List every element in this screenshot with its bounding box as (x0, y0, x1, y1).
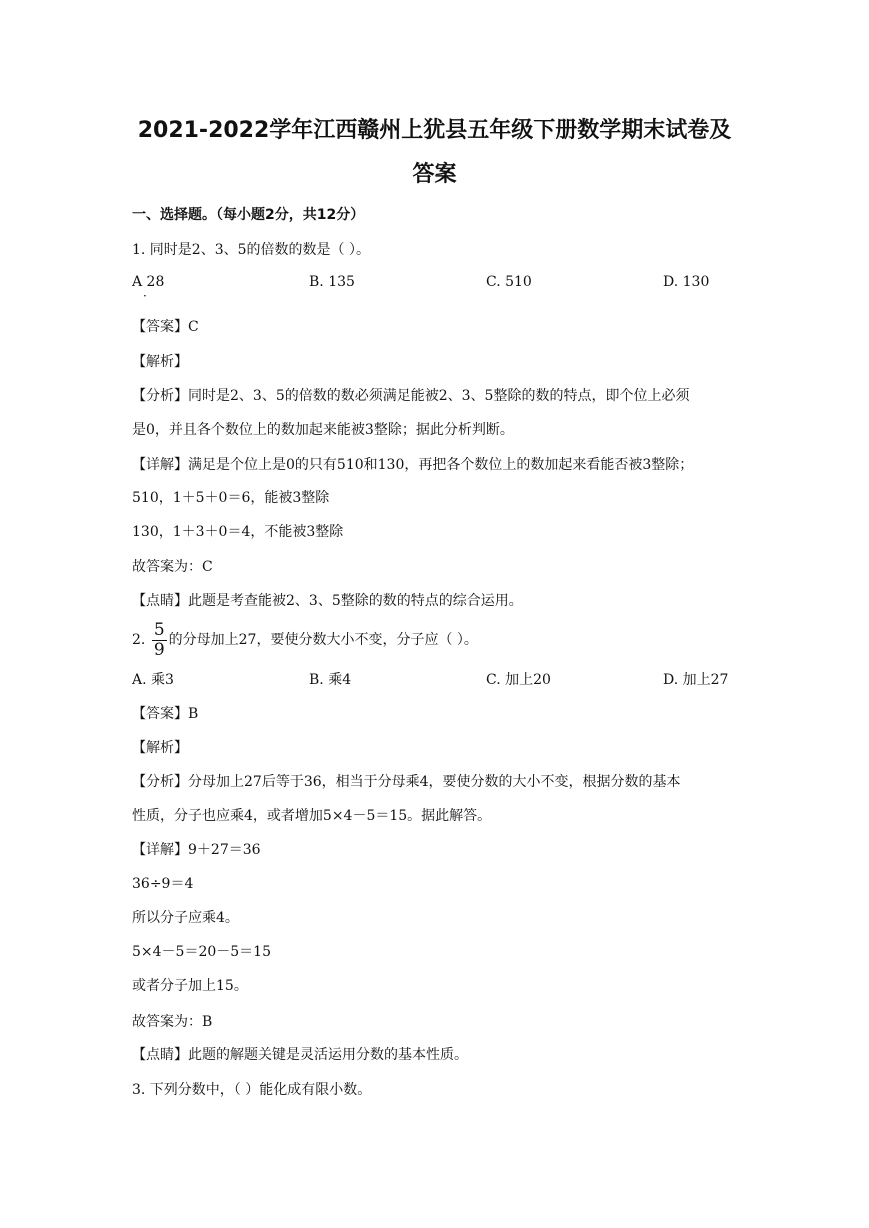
question-1-detail-line-3: 130，1＋3＋0＝4，不能被3整除 (132, 524, 344, 540)
question-1-analysis-line-2: 是0，并且各个数位上的数加起来能被3整除；据此分析判断。 (132, 422, 514, 438)
question-1-conclusion: 故答案为：C (132, 559, 213, 575)
question-2-analysis-line-1: 【分析】分母加上27后等于36，相当于分母乘4，要使分数的大小不变，根据分数的基本 (132, 774, 681, 790)
question-2-detail-line-4: 5×4－5＝20－5＝15 (132, 944, 271, 960)
question-2-option-d: D. 加上27 (663, 672, 729, 688)
fraction-numerator: 5 (153, 619, 165, 640)
question-2-detail-line-2: 36÷9＝4 (132, 876, 194, 892)
question-1-option-a: A 28 (132, 274, 165, 290)
question-1-option-b: B. 135 (309, 274, 355, 290)
question-2-answer: 【答案】B (132, 706, 199, 722)
question-2-number: 2. (132, 632, 146, 648)
section-heading: 一、选择题。（每小题2分，共12分） (132, 207, 365, 223)
question-2-detail-line-3: 所以分子应乘4。 (132, 910, 239, 926)
question-1-comment: 【点睛】此题是考查能被2、3、5整除的数的特点的综合运用。 (132, 593, 523, 609)
question-2-comment: 【点睛】此题的解题关键是灵活运用分数的基本性质。 (132, 1047, 468, 1063)
question-2-fraction (152, 621, 167, 660)
question-3-stem: 3. 下列分数中，（ ）能化成有限小数。 (132, 1082, 372, 1098)
question-1-answer: 【答案】C (132, 319, 199, 335)
fraction-denominator: 9 (153, 639, 165, 660)
question-2-conclusion: 故答案为：B (132, 1014, 213, 1030)
question-2-stem (132, 620, 478, 660)
question-2-detail-line-5: 或者分子加上15。 (132, 978, 248, 994)
question-2-option-c: C. 加上20 (486, 672, 551, 688)
document-title-line-2: 答案 (412, 162, 457, 187)
question-2-stem-text: 的分母加上27，要使分数大小不变，分子应（ ）。 (168, 632, 478, 648)
question-1-detail-line-2: 510，1＋5＋0＝6，能被3整除 (132, 490, 330, 506)
question-2-detail-line-1: 【详解】9＋27＝36 (132, 842, 261, 858)
question-1-option-d: D. 130 (663, 274, 710, 290)
question-1-option-c: C. 510 (486, 274, 532, 290)
question-2-option-b: B. 乘4 (309, 672, 352, 688)
question-1-detail-line-1: 【详解】满足是个位上是0的只有510和130，再把各个数位上的数加起来看能否被3整除； (132, 457, 694, 473)
option-a-dot: · (143, 289, 147, 303)
question-1-analysis-line-1: 【分析】同时是2、3、5的倍数的数必须满足能被2、3、5整除的数的特点，即个位上必须 (132, 388, 690, 404)
question-2-analysis-line-2: 性质，分子也应乘4，或者增加5×4－5＝15。据此解答。 (132, 808, 492, 824)
question-2-analysis-heading: 【解析】 (132, 740, 188, 756)
document-title-line-1: 2021-2022学年江西赣州上犹县五年级下册数学期末试卷及 (137, 118, 732, 143)
question-2-option-a: A. 乘3 (132, 672, 174, 688)
question-1-stem: 1. 同时是2、3、5的倍数的数是（ ）。 (132, 242, 370, 258)
question-1-analysis-heading: 【解析】 (132, 354, 188, 370)
